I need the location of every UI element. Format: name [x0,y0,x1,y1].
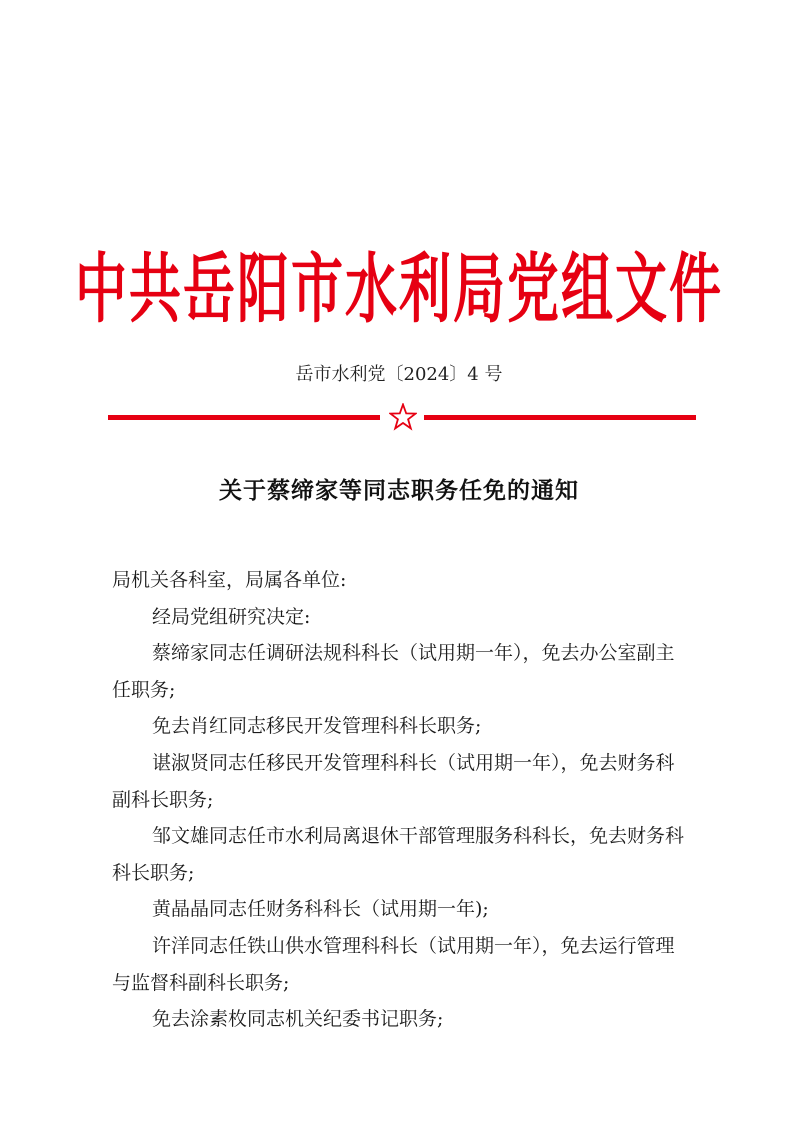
paragraph: 邹文雄同志任市水利局离退休干部管理服务科科长，免去财务科科长职务; [112,825,685,884]
document-number: 岳市水利党〔2024〕4 号 [295,364,503,385]
masthead-title: 中共岳阳市水利局党组文件 [74,246,723,334]
star-icon [389,403,417,431]
paragraph: 黄晶晶同志任财务科科长（试用期一年); [152,898,489,921]
divider-line-right [424,415,696,420]
paragraph: 经局党组研究决定: [152,605,311,628]
salutation: 局机关各科室，局属各单位: [112,569,347,591]
red-divider [108,403,696,433]
document-title: 关于蔡缔家等同志职务任免的通知 [219,478,579,504]
paragraph: 蔡缔家同志任调研法规科科长（试用期一年），免去办公室副主任职务; [112,642,675,701]
paragraph: 免去涂素枚同志机关纪委书记职务; [152,1008,444,1031]
document-body [112,562,692,1038]
divider-line-left [108,415,380,420]
paragraph: 谌淑贤同志任移民开发管理科科长（试用期一年），免去财务科副科长职务; [112,751,675,811]
paragraph: 免去肖红同志移民开发管理科科长职务; [152,715,482,738]
paragraph: 许洋同志任铁山供水管理科科长（试用期一年），免去运行管理与监督科副科长职务; [112,934,675,994]
